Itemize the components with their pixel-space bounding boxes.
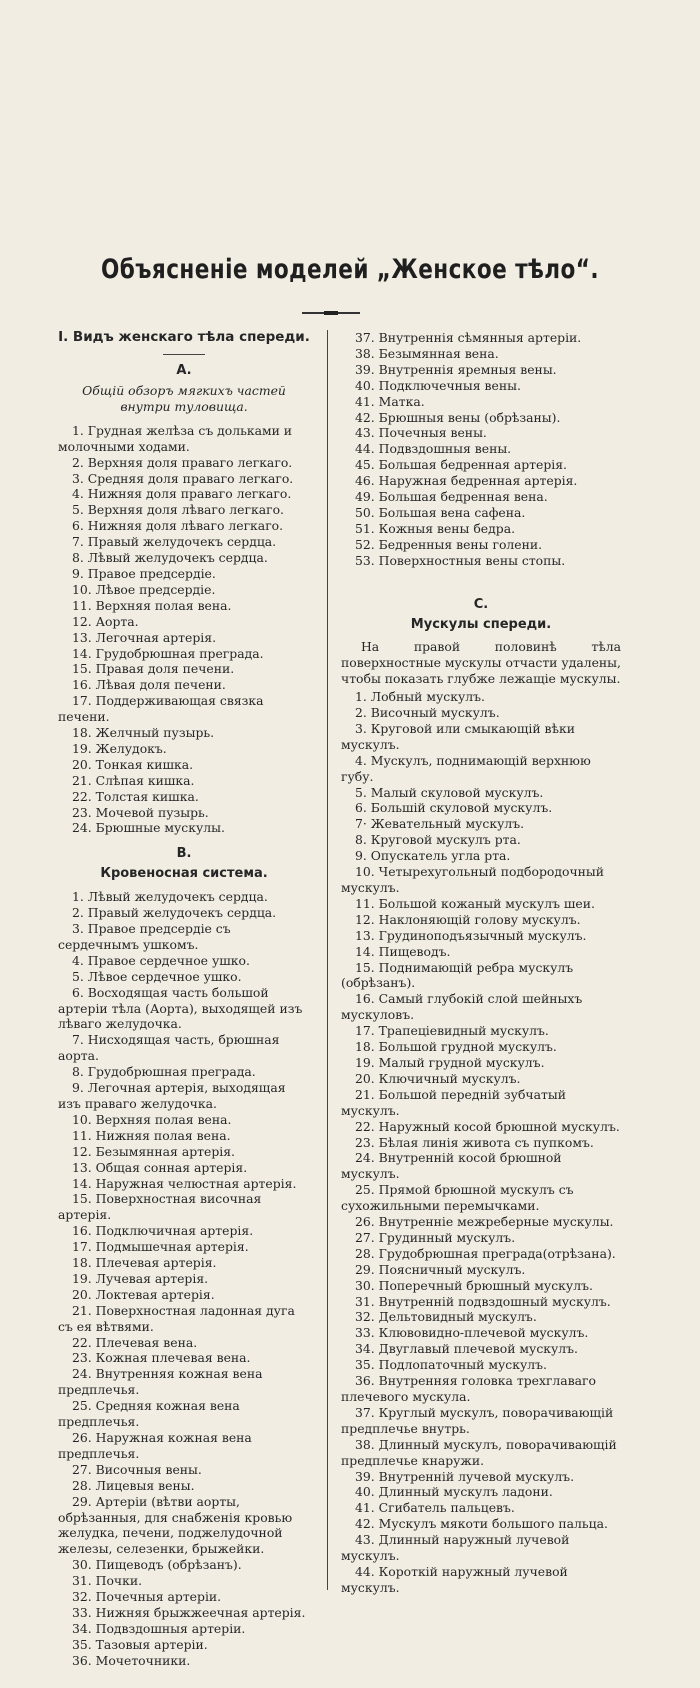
- list-item: 15. Правая доля печени.: [72, 661, 235, 677]
- list-item: 35. Тазовыя артеріи.: [72, 1636, 208, 1652]
- list-item: 23. Бѣлая линія живота съ пупкомъ.: [355, 1134, 594, 1150]
- list-item: 39. Внутреннія яремныя вены.: [355, 361, 557, 377]
- list-item: 11. Нижняя полая вена.: [72, 1127, 231, 1143]
- right-column: [341, 330, 621, 1596]
- list-item: 10. Четырехугольный подбородочный мускулъ.: [341, 864, 605, 895]
- page-title: Объясненіе моделей „Женское тѣло“.: [101, 254, 599, 285]
- list-item: 33. Нижняя брыжжеечная артерія.: [72, 1604, 306, 1620]
- list-item: 33. Клювовидно-плечевой мускулъ.: [355, 1325, 589, 1341]
- section-b-list-continued: [341, 330, 621, 569]
- section-c-letter: C.: [473, 596, 489, 612]
- list-item: 36. Внутренняя головка трехглаваго плечевого мускула.: [341, 1373, 597, 1404]
- list-item: 38. Безымянная вена.: [355, 345, 499, 361]
- section-b-list: [58, 889, 310, 1668]
- left-column: [58, 330, 310, 1669]
- list-item: 40. Длинный мускулъ ладони.: [355, 1484, 553, 1500]
- list-item: 3. Круговой или смыкающій вѣки мускулъ.: [341, 720, 575, 752]
- list-item: 11. Большой кожаный мускулъ шеи.: [355, 895, 595, 911]
- list-item: 3. Средняя доля праваго легкаго.: [72, 470, 294, 486]
- section-c-list: [341, 689, 621, 1596]
- list-item: 14. Наружная челюстная артерія.: [72, 1175, 297, 1191]
- list-item: 14. Грудобрюшная преграда.: [72, 645, 264, 661]
- part-heading: I. Видъ женскаго тѣла спереди.: [58, 329, 310, 345]
- list-item: 2. Правый желудочекъ сердца.: [72, 905, 277, 921]
- list-item: 28. Грудобрюшная преграда(отрѣзана).: [355, 1245, 616, 1261]
- list-item: 10. Лѣвое предсердіе.: [72, 581, 216, 597]
- title-divider: [302, 312, 360, 314]
- heading-rule: [163, 354, 205, 355]
- list-item: 21. Поверхностная ладонная дуга съ ея вѣтвями.: [58, 1302, 295, 1334]
- list-item: 1. Лобный мускулъ.: [355, 689, 485, 705]
- list-item: 22. Плечевая вена.: [72, 1334, 198, 1350]
- list-item: 6. Большій скуловой мускулъ.: [355, 800, 553, 816]
- list-item: 9. Правое предсердіе.: [72, 565, 216, 581]
- list-item: 9. Легочная артерія, выходящая изъ праваго желудочка.: [58, 1080, 286, 1111]
- list-item: 15. Поверхностная височная артерія.: [58, 1191, 262, 1223]
- list-item: 1. Лѣвый желудочекъ сердца.: [72, 889, 268, 905]
- list-item: 50. Большая вена сафена.: [355, 504, 526, 520]
- list-item: 25. Средняя кожная вена предплечья.: [58, 1398, 240, 1430]
- list-item: 5. Верхняя доля лѣваго легкаго.: [72, 502, 284, 518]
- list-item: 44. Подвздошныя вены.: [355, 441, 512, 457]
- list-item: 7. Нисходящая часть, брюшная аорта.: [58, 1032, 280, 1064]
- list-item: 51. Кожныя вены бедра.: [355, 520, 516, 536]
- column-divider: [327, 330, 328, 1590]
- list-item: 27. Височныя вены.: [72, 1461, 202, 1477]
- list-item: 32. Почечныя артеріи.: [72, 1589, 222, 1605]
- list-item: 53. Поверхностныя вены стопы.: [355, 552, 566, 568]
- list-item: 19. Желудокъ.: [72, 740, 167, 756]
- list-item: 6. Восходящая часть большой артеріи тѣла (Аорта), выходящей изъ лѣваго желудочка.: [58, 984, 303, 1032]
- list-item: 3. Правое предсердіе съ сердечнымъ ушкомъ.: [58, 921, 231, 952]
- list-item: 18. Желчный пузырь.: [72, 725, 215, 741]
- list-item: 17. Трапецiевидный мускулъ.: [355, 1023, 549, 1039]
- list-item: 19. Малый грудной мускулъ.: [355, 1054, 545, 1070]
- list-item: 13. Грудиноподъязычный мускулъ.: [355, 927, 587, 943]
- list-item: 10. Верхняя полая вена.: [72, 1111, 232, 1127]
- list-item: 7. Правый желудочекъ сердца.: [72, 534, 277, 550]
- list-item: 13. Легочная артерія.: [72, 629, 217, 645]
- list-item: 37. Внутреннія сѣмянныя артеріи.: [355, 330, 582, 345]
- list-item: 28. Лицевыя вены.: [72, 1477, 195, 1493]
- list-item: 8. Лѣвый желудочекъ сердца.: [72, 550, 268, 566]
- list-item: 4. Правое сердечное ушко.: [72, 952, 250, 968]
- list-item: 7· Жевательный мускулъ.: [355, 816, 525, 832]
- list-item: 19. Лучевая артерія.: [72, 1270, 209, 1286]
- list-item: 17. Поддерживающая связка печени.: [58, 693, 264, 725]
- section-c-title: Мускулы спереди.: [410, 616, 552, 632]
- list-item: 38. Длинный мускулъ, поворачивающій предплечье кнаружи.: [341, 1436, 617, 1468]
- list-item: 23. Кожная плечевая вена.: [72, 1350, 251, 1366]
- list-item: 5. Малый скуловой мускулъ.: [355, 784, 544, 800]
- list-item: 45. Большая бедренная артерія.: [355, 457, 567, 473]
- list-item: 49. Большая бедренная вена.: [355, 489, 548, 505]
- list-item: 4. Нижняя доля праваго легкаго.: [72, 486, 292, 502]
- list-item: 25. Прямой брюшной мускулъ съ сухожильными перемычками.: [341, 1182, 574, 1214]
- list-item: 4. Мускулъ, поднимающій верхнюю губу.: [341, 752, 591, 784]
- list-item: 39. Внутренній лучевой мускулъ.: [355, 1468, 575, 1484]
- list-item: 8. Круговой мускулъ рта.: [355, 832, 521, 848]
- list-item: 8. Грудобрюшная преграда.: [72, 1064, 256, 1080]
- list-item: 30. Поперечный брюшный мускулъ.: [355, 1277, 593, 1293]
- list-item: 43. Длинный наружный лучевой мускулъ.: [341, 1532, 570, 1564]
- list-item: 24. Брюшные мускулы.: [72, 820, 225, 836]
- list-item: 18. Большой грудной мускулъ.: [355, 1039, 557, 1055]
- list-item: 30. Пищеводъ (обрѣзанъ).: [72, 1557, 242, 1573]
- list-item: 34. Двуглавый плечевой мускулъ.: [355, 1341, 578, 1357]
- list-item: 17. Подмышечная артерія.: [72, 1239, 249, 1255]
- list-item: 2. Верхняя доля праваго легкаго.: [72, 454, 293, 470]
- list-item: 18. Плечевая артерія.: [72, 1255, 217, 1271]
- section-b-title: Кровеносная система.: [100, 866, 268, 882]
- list-item: 31. Внутренній подвздошный мускулъ.: [355, 1293, 611, 1309]
- list-item: 34. Подвздошныя артеріи.: [72, 1620, 246, 1636]
- list-item: 6. Нижняя доля лѣваго легкаго.: [72, 518, 284, 534]
- list-item: 42. Брюшныя вены (обрѣзаны).: [355, 409, 561, 425]
- list-item: 12. Безымянная артерія.: [72, 1143, 235, 1159]
- list-item: 40. Подключечныя вены.: [355, 377, 521, 393]
- list-item: 27. Грудинный мускулъ.: [355, 1229, 516, 1245]
- list-item: 42. Мускулъ мякоти большого пальца.: [355, 1516, 608, 1532]
- list-item: 16. Лѣвая доля печени.: [72, 677, 226, 693]
- list-item: 20. Тонкая кишка.: [72, 756, 194, 772]
- section-c-intro: На правой половинѣ тѣла поверхностные мускулы отчасти удалены, чтобы показать глубже лежащіе мускулы.: [341, 639, 621, 687]
- list-item: 24. Внутренняя кожная вена предплечья.: [58, 1366, 263, 1398]
- list-item: 35. Подлопаточный мускулъ.: [355, 1357, 547, 1373]
- list-item: 14. Пищеводъ.: [355, 943, 451, 959]
- list-item: 22. Толстая кишка.: [72, 788, 199, 804]
- list-item: 16. Самый глубокій слой шейныхъ мускуловъ.: [341, 991, 583, 1023]
- list-item: 41. Матка.: [355, 393, 425, 409]
- list-item: 1. Грудная желѣза съ дольками и молочными ходами.: [58, 422, 293, 454]
- list-item: 36. Мочеточники.: [72, 1652, 191, 1668]
- list-item: 31. Почки.: [72, 1573, 143, 1589]
- list-item: 11. Верхняя полая вена.: [72, 597, 232, 613]
- section-a-letter: A.: [176, 362, 192, 378]
- list-item: 24. Внутренній косой брюшной мускулъ.: [341, 1150, 562, 1182]
- list-item: 20. Локтевая артерія.: [72, 1286, 215, 1302]
- list-item: 13. Общая сонная артерія.: [72, 1159, 248, 1175]
- list-item: 15. Поднимающій ребра мускулъ (обрѣзанъ).: [341, 959, 574, 991]
- section-b-letter: B.: [176, 846, 192, 862]
- list-item: 16. Подключичная артерія.: [72, 1223, 254, 1239]
- list-item: 21. Большой передній зубчатый мускулъ.: [341, 1086, 566, 1118]
- list-item: 46. Наружная бедренная артерія.: [355, 473, 578, 489]
- list-item: 29. Артеріи (вѣтви аорты, обрѣзанныя, для снабженія кровью желудка, печени, поджелудочной железы, селезенки, брыжейки.: [58, 1493, 293, 1557]
- list-item: 32. Дельтовидный мускулъ.: [355, 1309, 537, 1325]
- list-item: 41. Сгибатель пальцевъ.: [355, 1500, 515, 1516]
- section-a-list: [58, 423, 310, 837]
- list-item: 2. Височный мускулъ.: [355, 705, 500, 721]
- list-item: 23. Мочевой пузырь.: [72, 804, 209, 820]
- list-item: 26. Внутренніе межреберные мускулы.: [355, 1214, 614, 1230]
- list-item: 21. Слѣпая кишка.: [72, 772, 195, 788]
- list-item: 12. Наклоняющій голову мускулъ.: [355, 911, 581, 927]
- list-item: 29. Поясничный мускулъ.: [355, 1261, 526, 1277]
- list-item: 9. Опускатель угла рта.: [355, 848, 511, 864]
- list-item: 52. Бедренныя вены голени.: [355, 536, 543, 552]
- list-item: 43. Почечныя вены.: [355, 425, 487, 441]
- list-item: 37. Круглый мускулъ, поворачивающій предплечье внутрь.: [341, 1404, 614, 1436]
- list-item: 26. Наружная кожная вена предплечья.: [58, 1430, 252, 1461]
- list-item: 44. Короткій наружный лучевой мускулъ.: [341, 1563, 568, 1595]
- list-item: 12. Аорта.: [72, 613, 139, 629]
- list-item: 20. Ключичный мускулъ.: [355, 1070, 521, 1086]
- list-item: 22. Наружный косой брюшной мускулъ.: [355, 1118, 620, 1134]
- list-item: 5. Лѣвое сердечное ушко.: [72, 968, 242, 984]
- section-a-subtitle: Общій обзоръ мягкихъ частей внутри туловища.: [82, 382, 286, 414]
